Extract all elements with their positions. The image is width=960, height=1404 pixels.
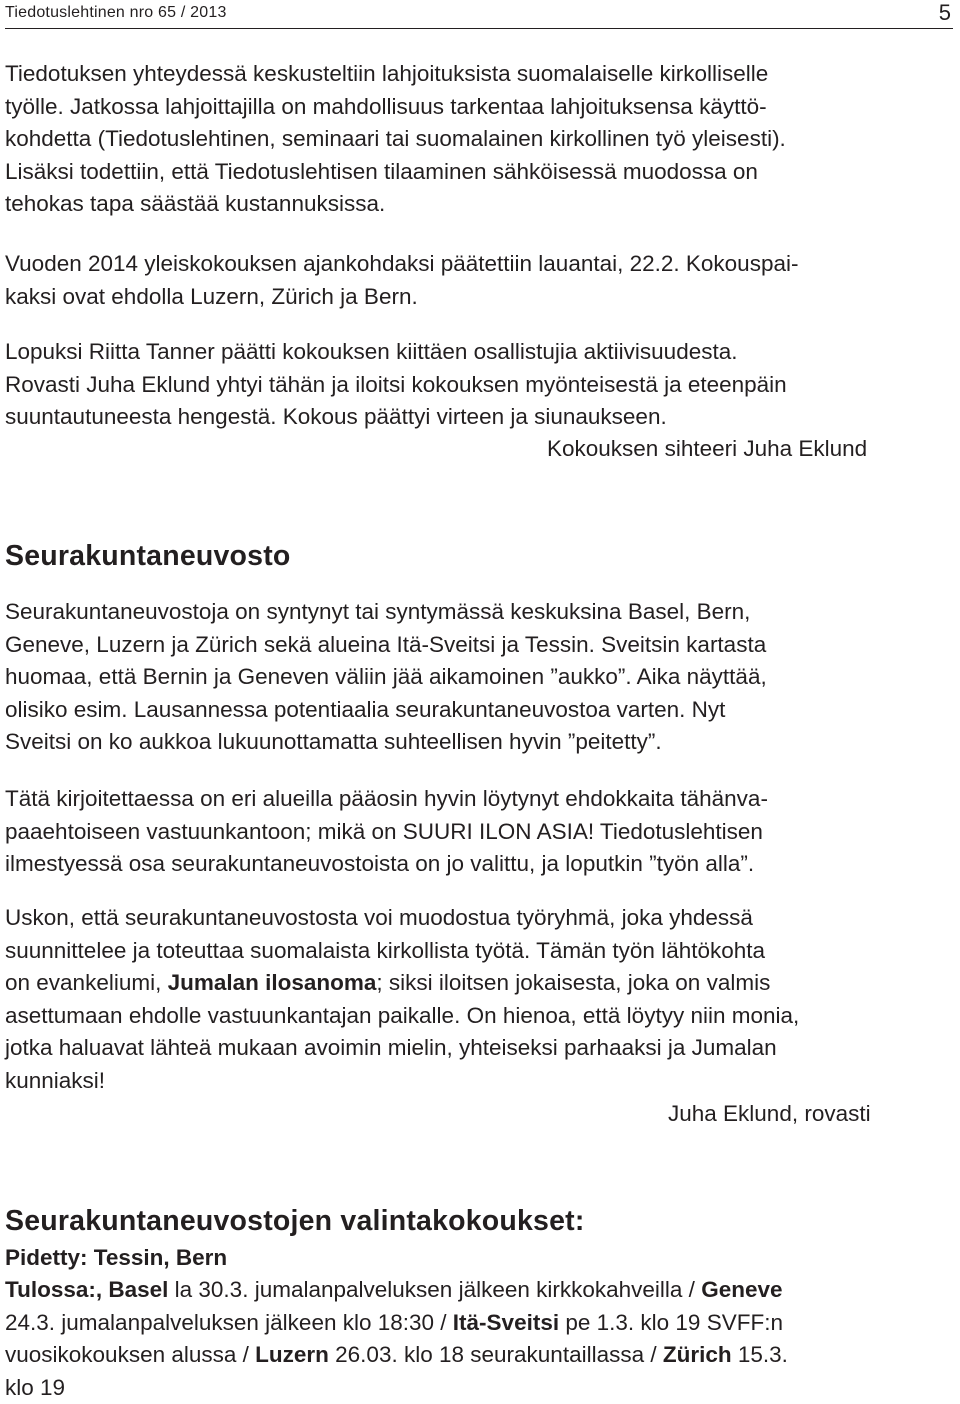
working-group-text-start: Uskon, että seurakuntaneuvostosta voi muodostua työryhmä, joka yhdessä suunnittelee ja toteuttaa suomalaista kirkollista työtä. Tämän työn lähtökohta on evankeliumi, [5, 905, 766, 995]
section-heading-election-meetings: Seurakuntaneuvostojen valintakokoukset: [5, 1205, 585, 1237]
meeting-location: Luzern [255, 1342, 329, 1367]
meeting-details: la 30.3. jumalanpalveluksen jälkeen kirkkokahveilla / [168, 1277, 702, 1302]
page-header [5, 0, 953, 29]
meeting-details: 26.03. klo 18 seurakuntaillassa / [328, 1342, 663, 1367]
meeting-details: pe 1.3. klo 19 SVFF:n vuosikokouksen alussa / [5, 1309, 783, 1367]
page-number: 5 [938, 0, 951, 25]
paragraph-meeting-closing: Lopuksi Riitta Tanner päätti kokouksen kiittäen osallistujia aktiivisuudesta. Rovasti Juha Eklund yhtyi tähän ja iloitsi kokouksen myönteisestä ja eteenpäin suuntautuneesta hengestä. Kokous päättyi virteen ja siunaukseen. [5, 339, 787, 429]
meeting-location: Tulossa:, Basel [5, 1277, 169, 1302]
upcoming-meetings-paragraph [5, 1274, 955, 1404]
section-heading-parish-council: Seurakuntaneuvosto [5, 540, 291, 572]
working-group-text-end: ; siksi iloitsen jokaisesta, joka on valmis asettumaan ehdolle vastuunkantajan paikalle. On hienoa, että löytyy niin monia, jotka haluavat lähteä mukaan avoimin mielin, yhteiseksi parhaaksi ja Jumalan kunniaksi! [5, 970, 800, 1093]
paragraph-candidates-found: Tätä kirjoitettaessa on eri alueilla pääosin hyvin löytynyt ehdokkaita tähänva- paaehtoiseen vastuunkantoon; mikä on SUURI ILON ASIA! Tiedotuslehtisen ilmestyessä osa seurakuntaneuvostoista on jo valittu, ja loputkin ”työn alla”. [5, 786, 768, 876]
meeting-details: 15.3. klo 19 [5, 1342, 788, 1400]
working-group-emphasis: Jumalan ilosanoma [167, 970, 377, 995]
paragraph-parish-councils-locations: Seurakuntaneuvostoja on syntynyt tai syntymässä keskuksina Basel, Bern, Geneve, Luzern ja Zürich sekä alueina Itä-Sveitsi ja Tessin. Sveitsin kartasta huomaa, että Bernin ja Geneven väliin jää aikamoinen ”aukko”. Aika näyttää, olisiko esim. Lausannessa potentiaalia seurakuntaneuvostoa varten. Nyt Sveitsi on ko aukkoa lukuunottamatta suhteellisen hyvin ”peitetty”. [5, 599, 767, 754]
paragraph-donations: Tiedotuksen yhteydessä keskusteltiin lahjoituksista suomalaiselle kirkolliselle työlle. Jatkossa lahjoittajilla on mahdollisuus tarkentaa lahjoituksensa käyttö- kohdetta (Tiedotuslehtinen, seminaari tai suomalainen kirkollinen työ yleisesti). Lisäksi todettiin, että Tiedotuslehtisen tilaaminen sähköisessä muodossa on tehokas tapa säästää kustannuksissa. [5, 61, 786, 216]
publication-title: Tiedotuslehtinen nro 65 / 2013 [5, 4, 227, 21]
paragraph-general-meeting-2014: Vuoden 2014 yleiskokouksen ajankohdaksi päätettiin lauantai, 22.2. Kokouspai- kaksi ovat ehdolla Luzern, Zürich ja Bern. [5, 251, 799, 309]
meeting-location: Itä-Sveitsi [452, 1309, 560, 1335]
secretary-signature: Kokouksen sihteeri Juha Eklund [547, 436, 868, 461]
pastor-signature: Juha Eklund, rovasti [668, 1101, 871, 1126]
meeting-location: Geneve [701, 1277, 783, 1302]
paragraph-working-group [5, 902, 955, 1097]
meeting-location: Zürich [662, 1342, 732, 1367]
meeting-details: 24.3. jumalanpalveluksen jälkeen klo 18:30 / [5, 1309, 447, 1335]
held-meetings-line: Pidetty: Tessin, Bern [5, 1245, 228, 1270]
